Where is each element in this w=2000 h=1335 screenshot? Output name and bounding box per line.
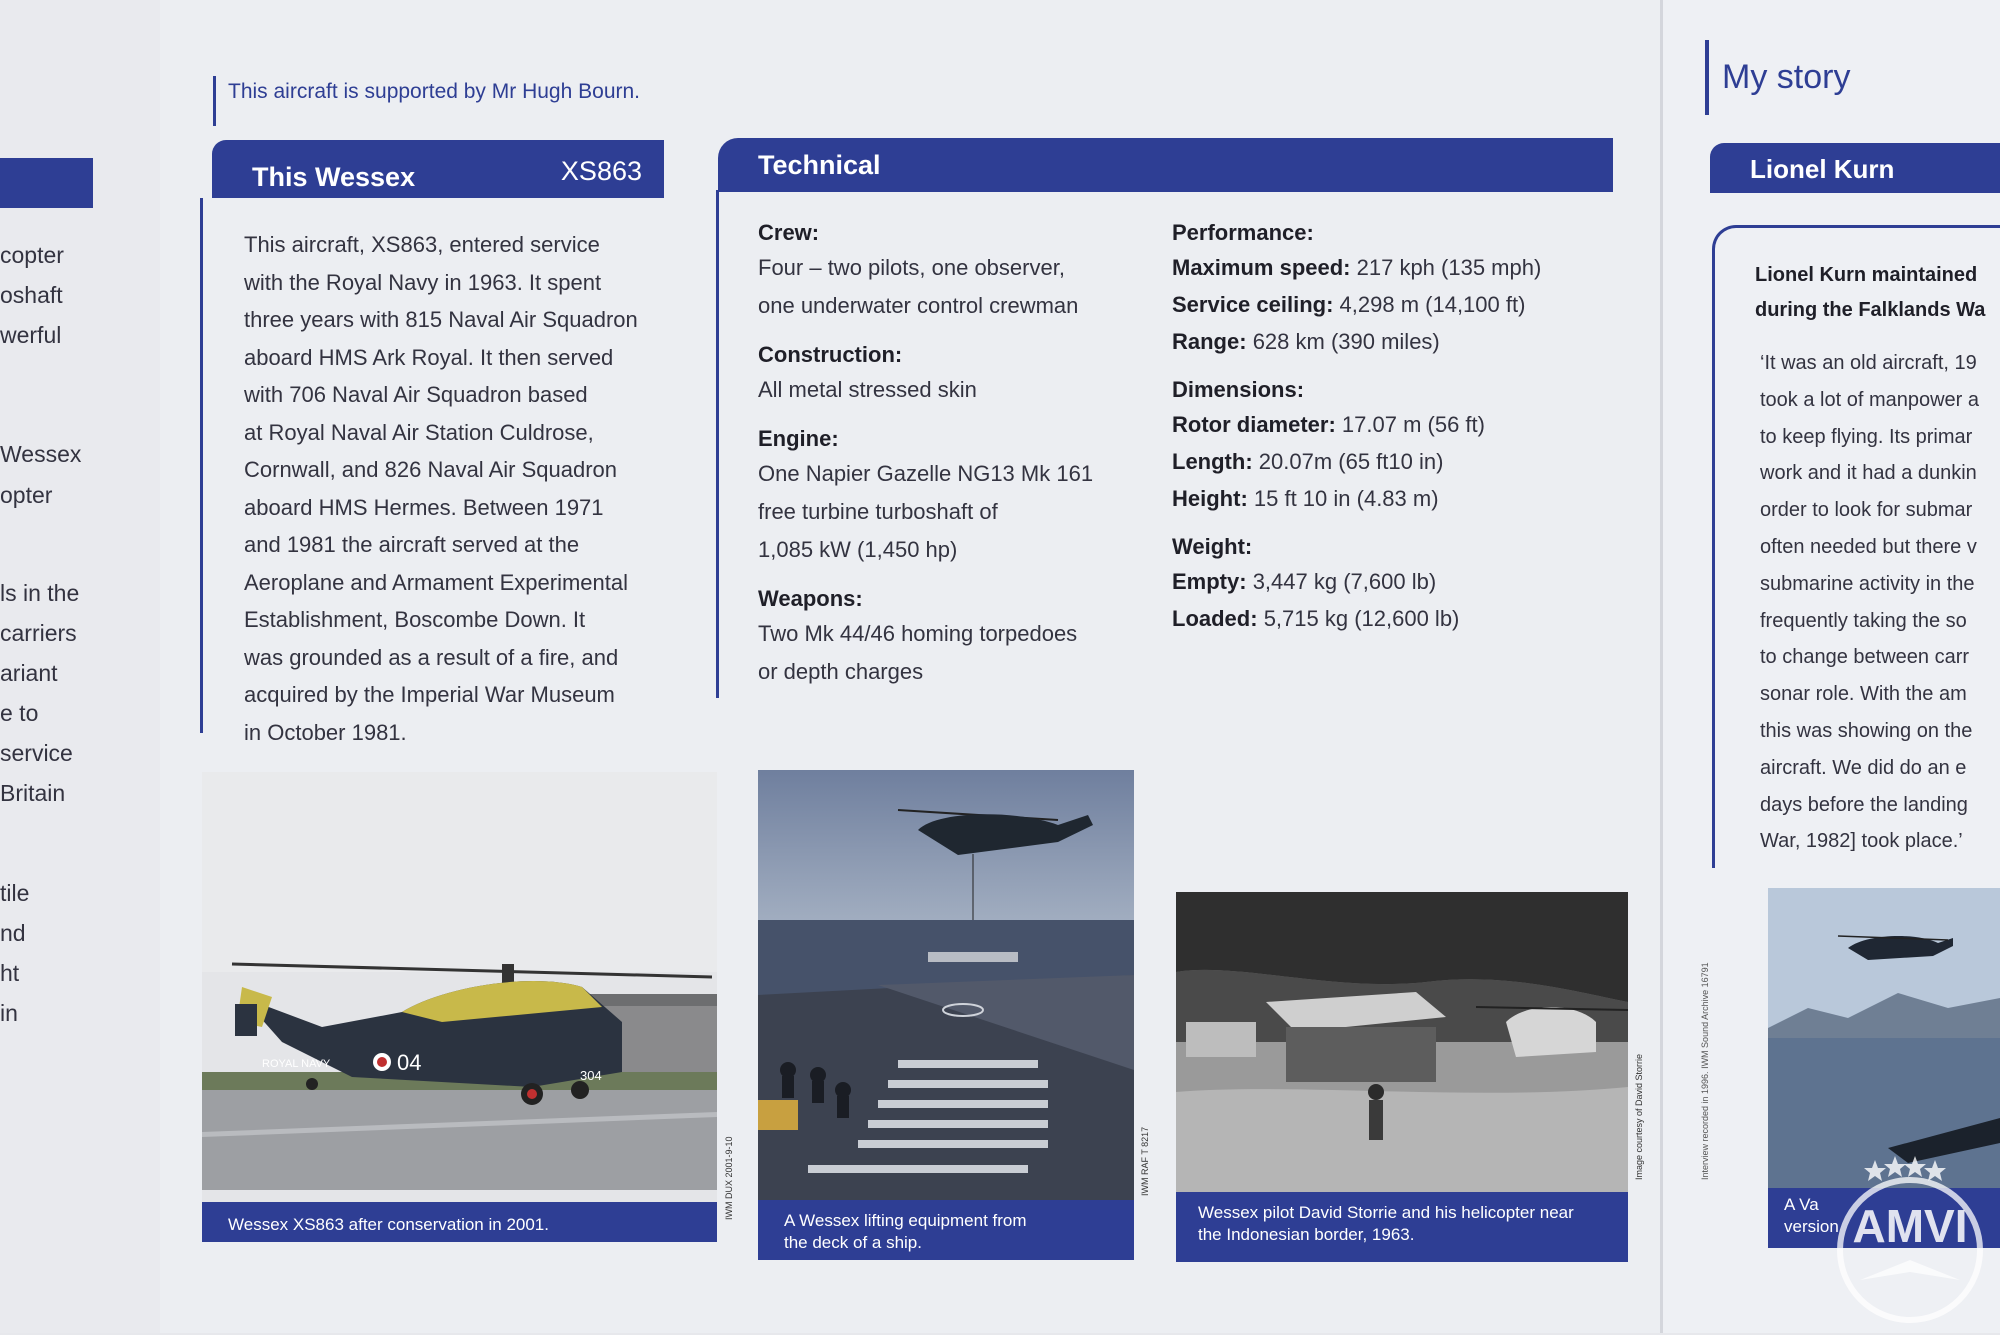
quote-line: to change between carr bbox=[1760, 646, 1970, 669]
aircraft-marking-code: 04 bbox=[397, 1050, 422, 1075]
left-fragment: e to bbox=[0, 700, 39, 726]
watermark-text: AMVI bbox=[1852, 1200, 1968, 1252]
crew-heading: Crew: bbox=[758, 220, 820, 245]
weapons-line: or depth charges bbox=[758, 659, 924, 684]
technical-column-left bbox=[758, 217, 1148, 691]
quote-line: took a lot of manpower a bbox=[1760, 388, 1980, 411]
interview-credit bbox=[1700, 1154, 1710, 1180]
quote-line: to keep flying. Its primar bbox=[1760, 425, 1973, 448]
photo-caption bbox=[1198, 1202, 1574, 1246]
caption-line: the deck of a ship. bbox=[784, 1233, 922, 1252]
caption-line: A Va bbox=[1784, 1195, 1819, 1214]
left-fragment: copter bbox=[0, 242, 64, 268]
rotor-label: Rotor diameter: bbox=[1172, 412, 1336, 437]
my-story-rule bbox=[1705, 40, 1709, 115]
text-line: Cornwall, and 826 Naval Air Squadron bbox=[244, 457, 618, 482]
height-row bbox=[1172, 480, 1592, 517]
engine-line: 1,085 kW (1,450 hp) bbox=[758, 537, 958, 562]
dimensions-heading: Dimensions: bbox=[1172, 377, 1305, 402]
text-line: Aeroplane and Armament Experimental bbox=[244, 569, 628, 595]
left-fragment: tile bbox=[0, 880, 30, 906]
quote-line: days before the landing bbox=[1760, 793, 1968, 816]
left-fragment: oshaft bbox=[0, 282, 63, 308]
helicopter-on-apron-image bbox=[202, 772, 717, 1242]
text-line: Establishment, Boscombe Down. It bbox=[244, 607, 586, 632]
photo-caption bbox=[784, 1210, 1027, 1254]
crew-line: one underwater control crewman bbox=[758, 293, 1079, 318]
text-line: at Royal Naval Air Station Culdrose, bbox=[244, 419, 594, 445]
text-line: in October 1981. bbox=[244, 719, 407, 745]
text-line: three years with 815 Naval Air Squadron bbox=[244, 307, 638, 332]
this-wessex-rule bbox=[200, 198, 203, 733]
engine-line: One Napier Gazelle NG13 Mk 161 bbox=[758, 461, 1094, 486]
length-value: 20.07m (65 ft10 in) bbox=[1258, 449, 1444, 474]
left-fragment: nd bbox=[0, 920, 26, 946]
photo-credit: IWM RAF T 8217 bbox=[1140, 1126, 1150, 1196]
text-line: was grounded as a result of a fire, and bbox=[244, 644, 619, 670]
quote-line: aircraft. We did do an e bbox=[1760, 756, 1967, 779]
construction-line: All metal stressed skin bbox=[758, 377, 977, 402]
left-fragment: carriers bbox=[0, 620, 77, 646]
left-fragment: Wessex bbox=[0, 441, 82, 467]
this-wessex-header bbox=[212, 140, 664, 198]
empty-row bbox=[1172, 563, 1592, 600]
quote-line: ‘It was an old aircraft, 19 bbox=[1760, 352, 1977, 374]
weapons-heading: Weapons: bbox=[758, 586, 863, 611]
aircraft-marking-number: 304 bbox=[580, 1068, 602, 1083]
technical-header bbox=[718, 138, 1613, 192]
range-label: Range: bbox=[1172, 329, 1247, 354]
helicopter-over-deck-image bbox=[758, 770, 1134, 1260]
height-label: Height: bbox=[1172, 486, 1248, 511]
photo-wessex-xs863 bbox=[202, 772, 717, 1242]
caption-line: the Indonesian border, 1963. bbox=[1198, 1225, 1415, 1244]
left-fragment: ls in the bbox=[0, 580, 80, 606]
length-row bbox=[1172, 443, 1592, 480]
max-speed-value: 217 kph (135 mph) bbox=[1356, 255, 1542, 280]
photo-deck-lift bbox=[758, 770, 1134, 1260]
quote-line: War, 1982] took place.’ bbox=[1760, 830, 1963, 853]
range-value: 628 km (390 miles) bbox=[1252, 329, 1440, 354]
left-fragment: ht bbox=[0, 960, 20, 986]
max-speed-label: Maximum speed: bbox=[1172, 255, 1351, 280]
lionel-kurn-name: Lionel Kurn bbox=[1750, 154, 1895, 184]
text-line: with the Royal Navy in 1963. It spent bbox=[244, 269, 602, 295]
this-wessex-text bbox=[244, 226, 664, 751]
empty-label: Empty: bbox=[1172, 569, 1247, 594]
quote-line: frequently taking the so bbox=[1760, 609, 1967, 632]
sponsor-text: This aircraft is supported by Mr Hugh Bourn. bbox=[228, 80, 641, 103]
crew-line: Four – two pilots, one observer, bbox=[758, 255, 1065, 280]
left-fragment: service bbox=[0, 740, 73, 766]
lionel-kurn-intro bbox=[1755, 258, 2000, 328]
intro-line: Lionel Kurn maintained bbox=[1755, 264, 1978, 286]
caption-line: version bbox=[1784, 1217, 1839, 1236]
photo-caption: Wessex XS863 after conservation in 2001. bbox=[228, 1215, 549, 1234]
this-wessex-title: This Wessex bbox=[252, 162, 416, 192]
text-line: aboard HMS Ark Royal. It then served bbox=[244, 344, 614, 370]
quote-line: submarine activity in the bbox=[1760, 572, 1975, 595]
quote-line: sonar role. With the am bbox=[1760, 683, 1967, 706]
my-story-title: My story bbox=[1722, 58, 1851, 96]
left-fragment: ariant bbox=[0, 660, 58, 686]
technical-rule bbox=[716, 190, 719, 698]
caption-line: Wessex pilot David Storrie and his helicopter near bbox=[1198, 1203, 1574, 1222]
text-line: This aircraft, XS863, entered service bbox=[244, 232, 600, 257]
text-line: aboard HMS Hermes. Between 1971 bbox=[244, 494, 604, 520]
amvi-watermark bbox=[1820, 1150, 2000, 1330]
range-row bbox=[1172, 323, 1592, 360]
engine-heading: Engine: bbox=[758, 426, 839, 451]
ceiling-value: 4,298 m (14,100 ft) bbox=[1339, 292, 1526, 317]
sponsor-rule bbox=[213, 76, 216, 126]
lionel-kurn-quote bbox=[1760, 345, 2000, 860]
left-fragment: in bbox=[0, 1000, 18, 1026]
photo-indonesian-border bbox=[1176, 892, 1628, 1262]
left-header-bar bbox=[0, 158, 93, 208]
caption-line: A Wessex lifting equipment from bbox=[784, 1211, 1027, 1230]
text-line: and 1981 the aircraft served at the bbox=[244, 532, 580, 557]
left-fragment: werful bbox=[0, 322, 62, 348]
this-wessex-serial: XS863 bbox=[560, 156, 642, 186]
text-line: acquired by the Imperial War Museum bbox=[244, 682, 615, 707]
left-fragment: opter bbox=[0, 482, 53, 508]
max-speed-row bbox=[1172, 249, 1592, 286]
weight-heading: Weight: bbox=[1172, 534, 1253, 559]
quote-line: often needed but there v bbox=[1760, 535, 1977, 558]
technical-column-right bbox=[1172, 217, 1592, 637]
performance-heading: Performance: bbox=[1172, 220, 1314, 245]
quote-line: this was showing on the bbox=[1760, 719, 1973, 742]
technical-title: Technical bbox=[758, 150, 881, 180]
loaded-label: Loaded: bbox=[1172, 606, 1258, 631]
rotor-value: 17.07 m (56 ft) bbox=[1341, 412, 1485, 437]
quote-line: work and it had a dunkin bbox=[1760, 462, 1977, 485]
photo-credit: IWM DUX 2001-9-10 bbox=[724, 1136, 734, 1220]
quote-line: order to look for submar bbox=[1760, 499, 1973, 522]
left-fragment: Britain bbox=[0, 780, 66, 806]
height-value: 15 ft 10 in (4.83 m) bbox=[1253, 486, 1439, 511]
text-line: with 706 Naval Air Squadron based bbox=[244, 382, 588, 407]
length-label: Length: bbox=[1172, 449, 1253, 474]
weapons-line: Two Mk 44/46 homing torpedoes bbox=[758, 621, 1078, 646]
aircraft-marking-navy: ROYAL NAVY bbox=[262, 1058, 331, 1070]
amvi-logo-icon bbox=[1820, 1150, 2000, 1330]
ceiling-row bbox=[1172, 286, 1592, 323]
construction-heading: Construction: bbox=[758, 342, 903, 367]
loaded-row bbox=[1172, 600, 1592, 637]
lionel-kurn-header bbox=[1710, 143, 2000, 193]
ceiling-label: Service ceiling: bbox=[1172, 292, 1334, 317]
empty-value: 3,447 kg (7,600 lb) bbox=[1252, 569, 1437, 594]
photo-credit: Image courtesy of David Storrie bbox=[1634, 1053, 1644, 1180]
rotor-row bbox=[1172, 406, 1592, 443]
loaded-value: 5,715 kg (12,600 lb) bbox=[1263, 606, 1460, 631]
intro-line: during the Falklands Wa bbox=[1755, 299, 1986, 321]
engine-line: free turbine turboshaft of bbox=[758, 499, 998, 524]
